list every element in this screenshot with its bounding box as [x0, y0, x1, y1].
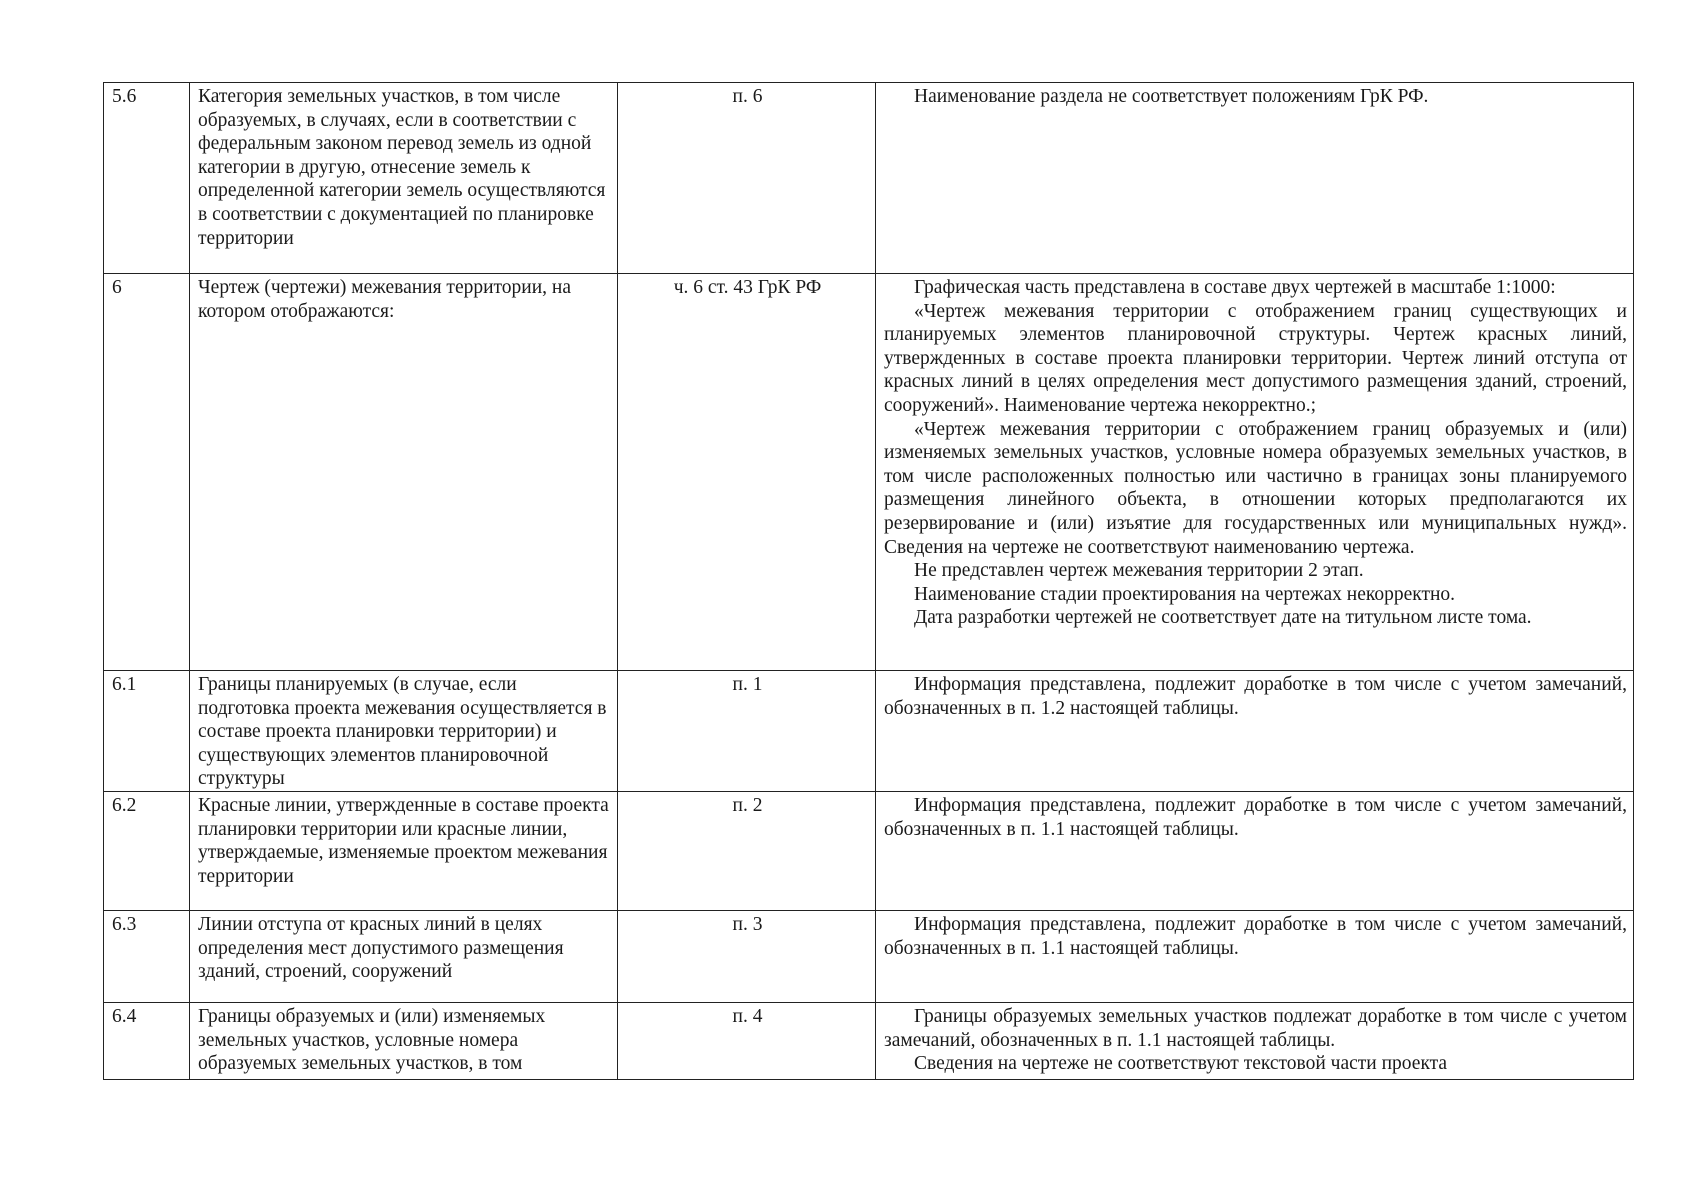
item-title: Границы планируемых (в случае, если подготовка проекта межевания осуществляется в составе проекта планировки территории) и существующих элементов планировочной структуры: [190, 671, 618, 792]
item-reference: п. 2: [618, 791, 876, 910]
item-reference: п. 6: [618, 83, 876, 274]
item-title: Красные линии, утвержденные в составе проекта планировки территории или красные линии, утверждаемые, изменяемые проектом межевания территории: [190, 791, 618, 910]
comment-paragraph: Наименование стадии проектирования на чертежах некорректно.: [914, 583, 1456, 605]
comment-paragraph: Дата разработки чертежей не соответствует дате на титульном листе тома.: [914, 607, 1532, 629]
item-title: Линии отступа от красных линий в целях определения мест допустимого размещения зданий, строений, сооружений: [190, 910, 618, 1002]
item-number: 6: [104, 274, 190, 671]
item-comment: [876, 1002, 1634, 1079]
comment-paragraph: «Чертеж межевания территории с отображением границ существующих и планируемых элементов планировочной структуры. Чертеж красных линий, утвержденных в составе проекта планировки территории. Чертеж линий отступа от красных линий в целях определения мест допустимого размещения зданий, строений, сооружений». Наименование чертежа некорректно.;: [884, 300, 1627, 416]
item-number: 5.6: [104, 83, 190, 274]
comment-paragraph: Не представлен чертеж межевания территории 2 этап.: [914, 560, 1364, 582]
item-number: 6.4: [104, 1002, 190, 1079]
comment-paragraph: Информация представлена, подлежит доработке в том числе с учетом замечаний, обозначенных в п. 1.1 настоящей таблицы.: [884, 794, 1627, 840]
table-row: [104, 83, 1634, 274]
table-row: [104, 274, 1634, 671]
item-reference: п. 1: [618, 671, 876, 792]
comment-paragraph: Информация представлена, подлежит доработке в том числе с учетом замечаний, обозначенных в п. 1.2 настоящей таблицы.: [884, 674, 1627, 719]
table-row: [104, 671, 1634, 792]
table-row: [104, 1002, 1634, 1079]
item-number: 6.1: [104, 671, 190, 792]
item-reference: п. 4: [618, 1002, 876, 1079]
item-title: Категория земельных участков, в том числе образуемых, в случаях, если в соответствии с федеральным законом перевод земель из одной категории в другую, отнесение земель к определенной категории земель осуществляются в соответствии с документацией по планировке территории: [190, 83, 618, 274]
item-comment: [876, 83, 1634, 274]
comment-paragraph: Сведения на чертеже не соответствуют текстовой части проекта: [914, 1053, 1448, 1075]
comment-paragraph: Графическая часть представлена в составе двух чертежей в масштабе 1:1000:: [914, 277, 1556, 298]
comment-paragraph: «Чертеж межевания территории с отображением границ образуемых и (или) изменяемых земельных участков, условные номера образуемых земельных участков, в том числе расположенных полностью или частично в границах зоны планируемого размещения линейного объекта, в отношении которых предполагаются их резервирование и (или) изъятие для государственных или муниципальных нужд». Сведения на чертеже не соответствуют наименованию чертежа.: [884, 418, 1627, 558]
table-row: [104, 910, 1634, 1002]
item-comment: [876, 791, 1634, 910]
item-number: 6.2: [104, 791, 190, 910]
item-reference: п. 3: [618, 910, 876, 1002]
item-title: Границы образуемых и (или) изменяемых земельных участков, условные номера образуемых земельных участков, в том: [190, 1002, 618, 1079]
comment-paragraph: Информация представлена, подлежит доработке в том числе с учетом замечаний, обозначенных в п. 1.1 настоящей таблицы.: [884, 913, 1627, 959]
item-title: Чертеж (чертежи) межевания территории, на котором отображаются:: [190, 274, 618, 671]
review-table: [103, 82, 1634, 1080]
comment-paragraph: Границы образуемых земельных участков подлежат доработке в том числе с учетом замечаний, обозначенных в п. 1.1 настоящей таблицы.: [884, 1005, 1627, 1051]
item-comment: [876, 274, 1634, 671]
comment-paragraph: Наименование раздела не соответствует положениям ГрК РФ.: [914, 86, 1429, 107]
item-reference: ч. 6 ст. 43 ГрК РФ: [618, 274, 876, 671]
table-row: [104, 791, 1634, 910]
item-number: 6.3: [104, 910, 190, 1002]
item-comment: [876, 910, 1634, 1002]
item-comment: [876, 671, 1634, 792]
